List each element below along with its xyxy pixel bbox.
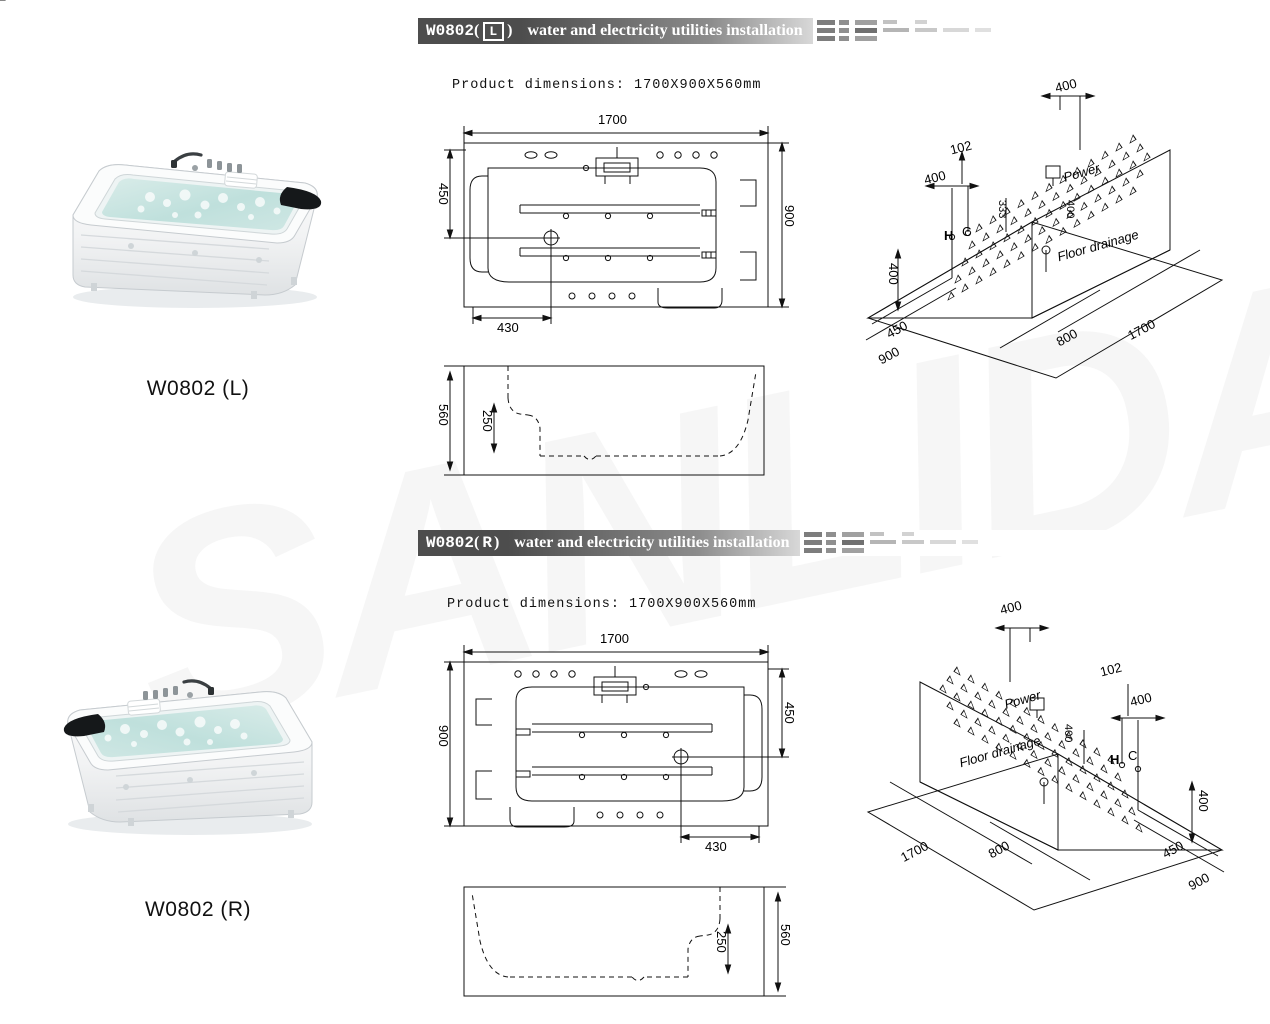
iso-length-dim-right: 1700 — [898, 838, 931, 865]
plan-left-depth-label-left: 450 — [436, 183, 451, 205]
isometric-view-right — [0, 512, 1270, 1024]
iso-hot-label-right: H — [1110, 752, 1120, 767]
plan-depth-label-right: 900 — [436, 725, 451, 747]
iso-length-dim-left: 1700 — [1125, 316, 1158, 343]
hand-badge: R — [482, 534, 492, 552]
iso-drain-dim-left: 800 — [1053, 325, 1080, 350]
iso-left-height-right: 400 — [1196, 790, 1211, 812]
hand-badge: L — [483, 22, 504, 41]
panel-w0802-r — [0, 512, 1270, 1024]
plan-depth-label-left: 900 — [782, 205, 797, 227]
iso-floor-drain-label-left: Floor drainage — [1055, 226, 1141, 265]
iso-hc-dim-left: 400 — [922, 167, 948, 188]
product-dimensions-left: Product dimensions: 1700X900X560mm — [452, 78, 762, 93]
iso-top-dim-left: 400 — [1053, 75, 1079, 96]
iso-hot-label-left: H — [944, 228, 954, 243]
iso-left-height-left: 400 — [886, 263, 901, 285]
iso-power-height-right: 400 — [1062, 724, 1074, 743]
plan-width-label-left: 1700 — [598, 112, 627, 127]
plan-drain-offset-label-right: 430 — [705, 839, 727, 854]
iso-power-height-left: 400 — [1064, 200, 1076, 219]
iso-floor-drain-label-right: Floor drainage — [957, 732, 1043, 771]
iso-front-dim-right: 450 — [1159, 837, 1186, 862]
banner-code: W0802 ( L ) — [418, 18, 521, 44]
section-height-label-right: 560 — [778, 924, 793, 946]
iso-hc-height-left: 102 — [948, 137, 974, 158]
iso-hc-height-right: 102 — [1098, 659, 1124, 680]
banner-title: water and electricity utilities installation — [508, 530, 799, 556]
iso-side-dim-right: 900 — [1185, 869, 1212, 894]
plan-left-depth-label-right: 450 — [782, 702, 797, 724]
iso-top-dim-right: 400 — [998, 597, 1024, 618]
banner-title: water and electricity utilities installation — [521, 18, 812, 44]
iso-cold-label-right: C — [1128, 748, 1138, 763]
section-height-label-left: 560 — [436, 404, 451, 426]
iso-side-dim-left: 900 — [875, 343, 902, 368]
product-dimensions-right: Product dimensions: 1700X900X560mm — [447, 597, 757, 612]
iso-power-label-left: Power — [1061, 160, 1102, 185]
iso-drain-dim-right: 800 — [985, 837, 1012, 862]
iso-mid-dim-left: 333 — [996, 200, 1008, 219]
iso-hc-dim-right: 400 — [1128, 689, 1154, 710]
section-step-label-left: 250 — [480, 410, 495, 432]
iso-power-label-right: Power — [1002, 687, 1043, 712]
product-caption-left: W0802 (L) — [146, 377, 250, 400]
plan-width-label-right: 1700 — [600, 631, 629, 646]
iso-cold-label-left: C — [962, 224, 972, 239]
iso-front-dim-left: 450 — [883, 317, 910, 342]
product-caption-right: W0802 (R) — [144, 898, 252, 921]
section-step-label-right: 250 — [714, 931, 729, 953]
banner-code: W0802 ( R ) — [418, 530, 508, 556]
plan-drain-offset-label-left: 430 — [497, 320, 519, 335]
